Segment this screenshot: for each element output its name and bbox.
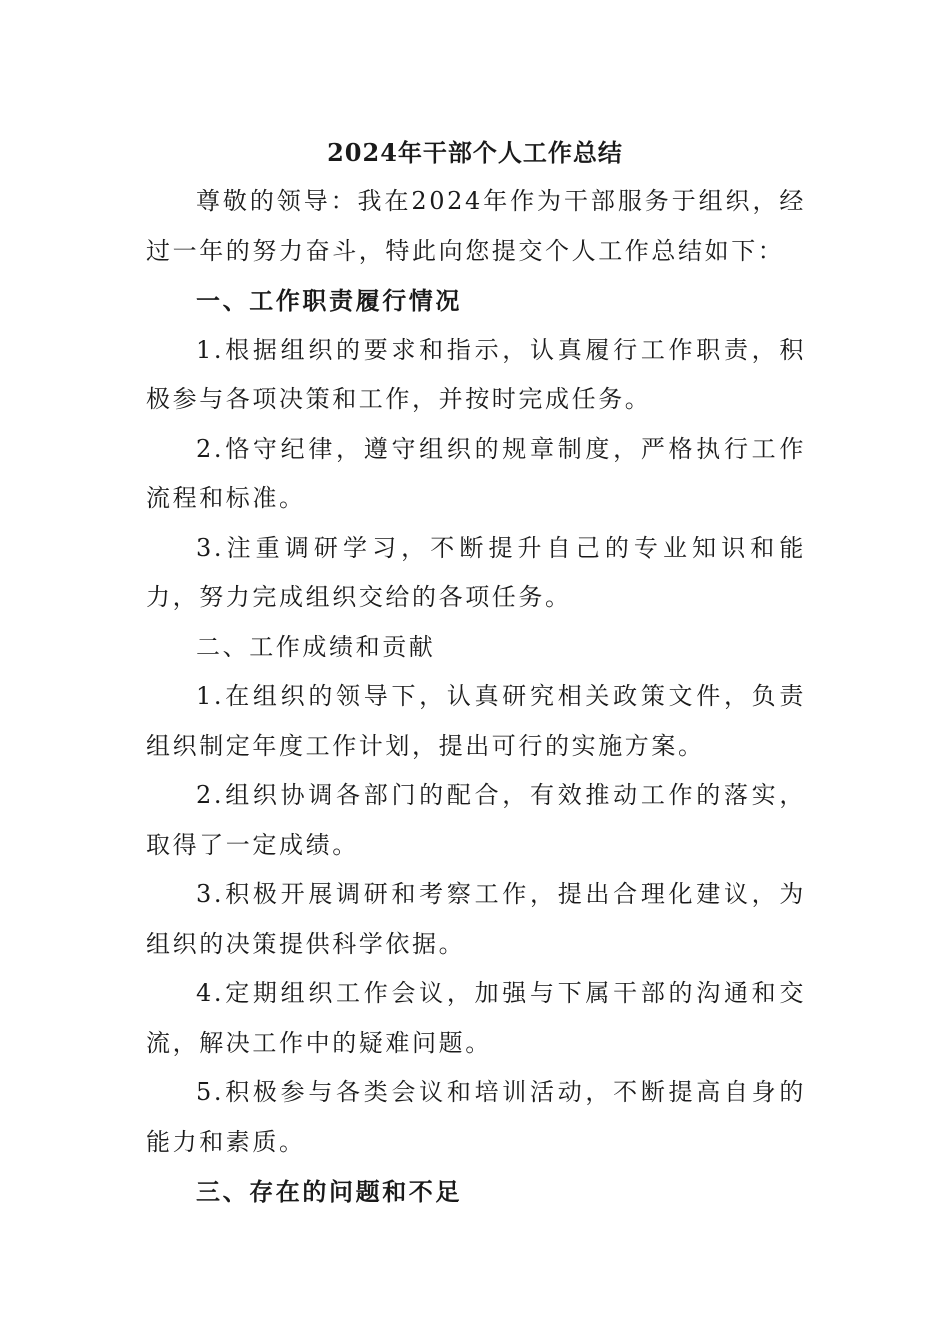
intro-paragraph: 尊敬的领导：我在2024年作为干部服务于组织，经过一年的努力奋斗，特此向您提交个人工作总结如下： [146, 187, 806, 265]
section-1-item-1: 1.根据组织的要求和指示，认真履行工作职责，积极参与各项决策和工作，并按时完成任务。 [146, 335, 806, 413]
section-2-heading: 二、工作成绩和贡献 [196, 632, 436, 661]
section-1-item-3: 3.注重调研学习，不断提升自己的专业知识和能力，努力完成组织交给的各项任务。 [146, 533, 806, 611]
document-body [146, 177, 806, 1217]
section-2-item-5: 5.积极参与各类会议和培训活动，不断提高自身的能力和素质。 [146, 1078, 806, 1156]
section-1-heading: 一、工作职责履行情况 [196, 286, 462, 315]
section-2-item-3: 3.积极开展调研和考察工作，提出合理化建议，为组织的决策提供科学依据。 [146, 880, 806, 958]
section-2-item-2: 2.组织协调各部门的配合，有效推动工作的落实，取得了一定成绩。 [146, 781, 806, 859]
section-2-item-4: 4.定期组织工作会议，加强与下属干部的沟通和交流，解决工作中的疑难问题。 [146, 979, 806, 1057]
section-1-item-2: 2.恪守纪律，遵守组织的规章制度，严格执行工作流程和标准。 [146, 434, 806, 512]
section-2-item-1: 1.在组织的领导下，认真研究相关政策文件，负责组织制定年度工作计划，提出可行的实施方案。 [146, 682, 806, 760]
section-3-heading: 三、存在的问题和不足 [196, 1177, 462, 1206]
document-title: 2024年干部个人工作总结 [327, 138, 623, 167]
